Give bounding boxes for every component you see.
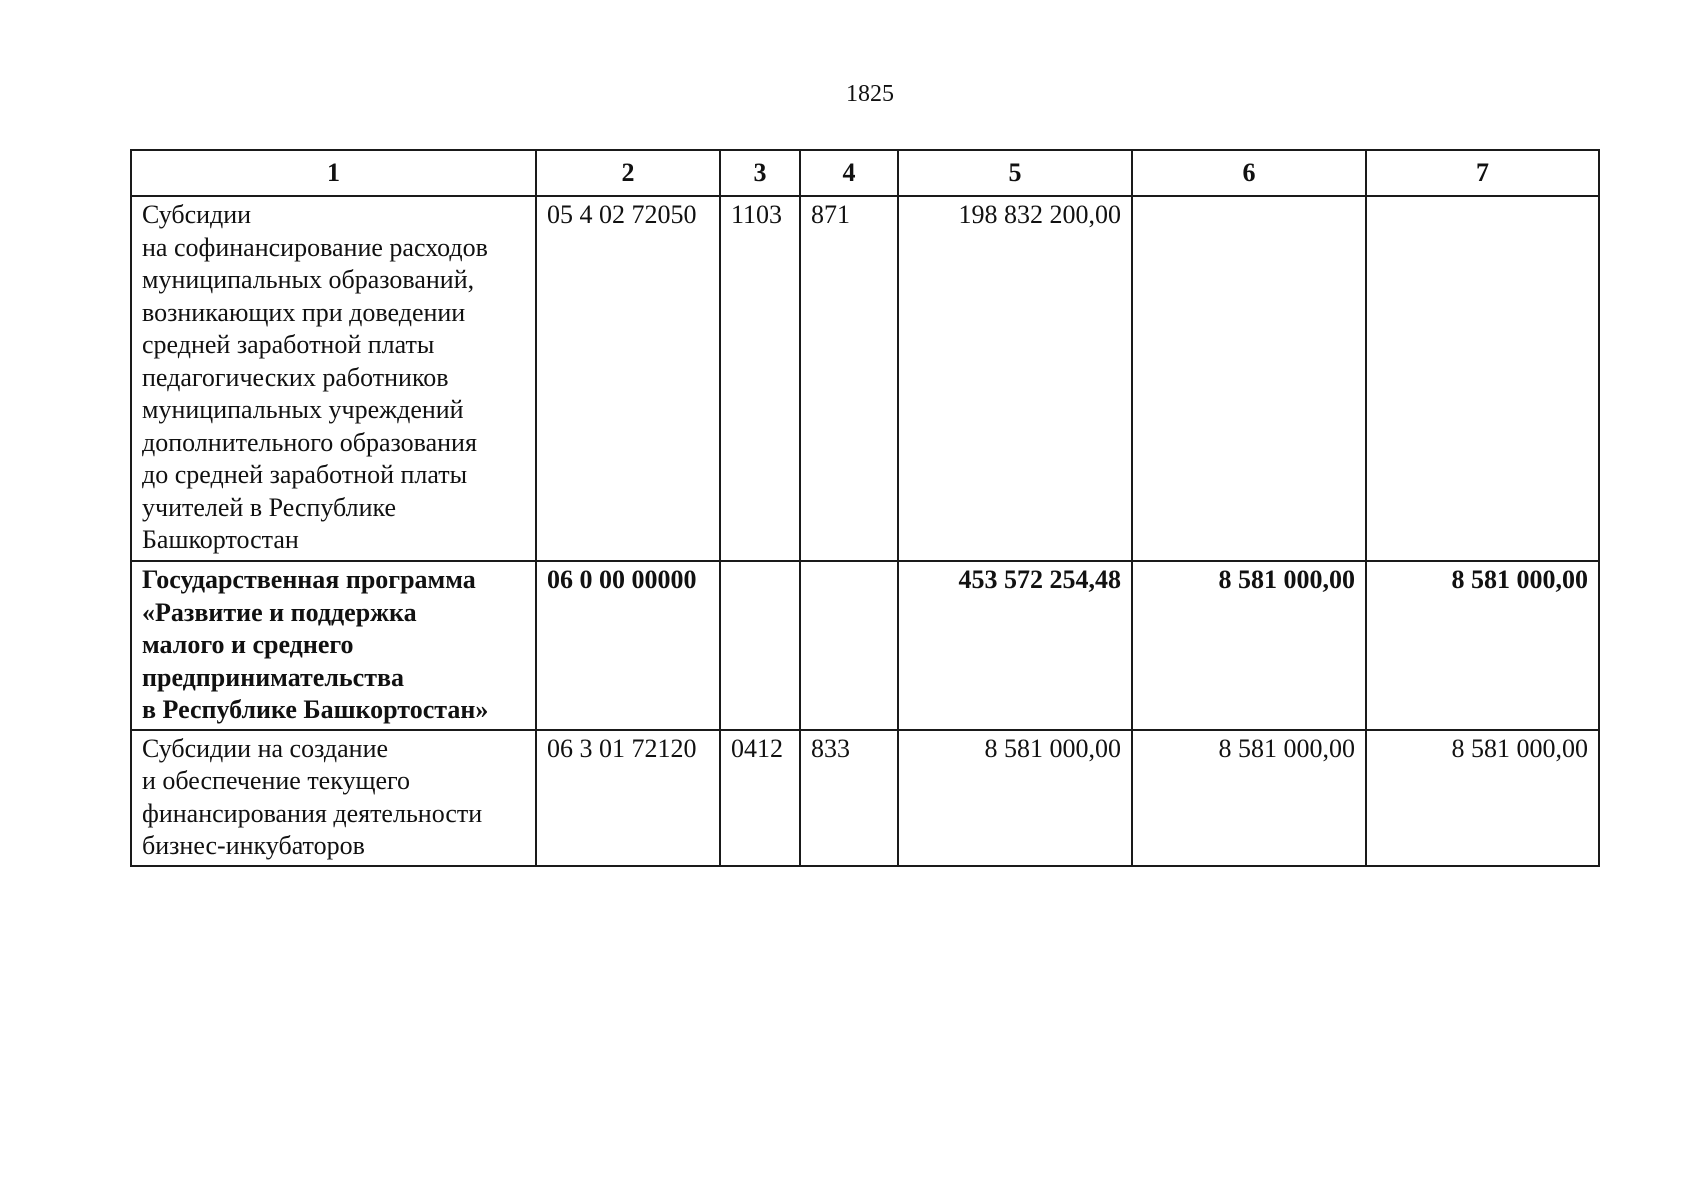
row-sum-1: 198 832 200,00 xyxy=(898,196,1132,561)
column-header: 2 xyxy=(536,150,720,196)
row-section: 0412 xyxy=(720,730,800,866)
column-header: 1 xyxy=(131,150,536,196)
row-expense-type: 871 xyxy=(800,196,898,561)
column-header: 5 xyxy=(898,150,1132,196)
row-sum-3: 8 581 000,00 xyxy=(1366,561,1599,730)
row-sum-2 xyxy=(1132,196,1366,561)
row-code: 06 3 01 72120 xyxy=(536,730,720,866)
column-header: 4 xyxy=(800,150,898,196)
row-expense-type xyxy=(800,561,898,730)
row-name: Субсидии на софинансирование расходов муниципальных образований, возникающих при доведении средней заработной платы педагогических работников муниципальных учреждений дополнительного образования до средней заработной платы учителей в Республике Башкортостан xyxy=(131,196,536,561)
column-header: 3 xyxy=(720,150,800,196)
column-header: 7 xyxy=(1366,150,1599,196)
row-name: Субсидии на создание и обеспечение текущего финансирования деятельности бизнес-инкубаторов xyxy=(131,730,536,866)
budget-table xyxy=(130,149,1600,867)
row-sum-1: 453 572 254,48 xyxy=(898,561,1132,730)
row-sum-3 xyxy=(1366,196,1599,561)
row-sum-1: 8 581 000,00 xyxy=(898,730,1132,866)
header-row xyxy=(131,150,1599,196)
row-code: 05 4 02 72050 xyxy=(536,196,720,561)
column-header: 6 xyxy=(1132,150,1366,196)
row-sum-2: 8 581 000,00 xyxy=(1132,561,1366,730)
row-section xyxy=(720,561,800,730)
row-expense-type: 833 xyxy=(800,730,898,866)
table-row xyxy=(131,730,1599,866)
table-row xyxy=(131,196,1599,561)
row-name: Государственная программа «Развитие и поддержка малого и среднего предпринимательства в Республике Башкортостан» xyxy=(131,561,536,730)
table-row xyxy=(131,561,1599,730)
row-code: 06 0 00 00000 xyxy=(536,561,720,730)
row-sum-3: 8 581 000,00 xyxy=(1366,730,1599,866)
page-number: 1825 xyxy=(846,81,894,107)
row-section: 1103 xyxy=(720,196,800,561)
row-sum-2: 8 581 000,00 xyxy=(1132,730,1366,866)
